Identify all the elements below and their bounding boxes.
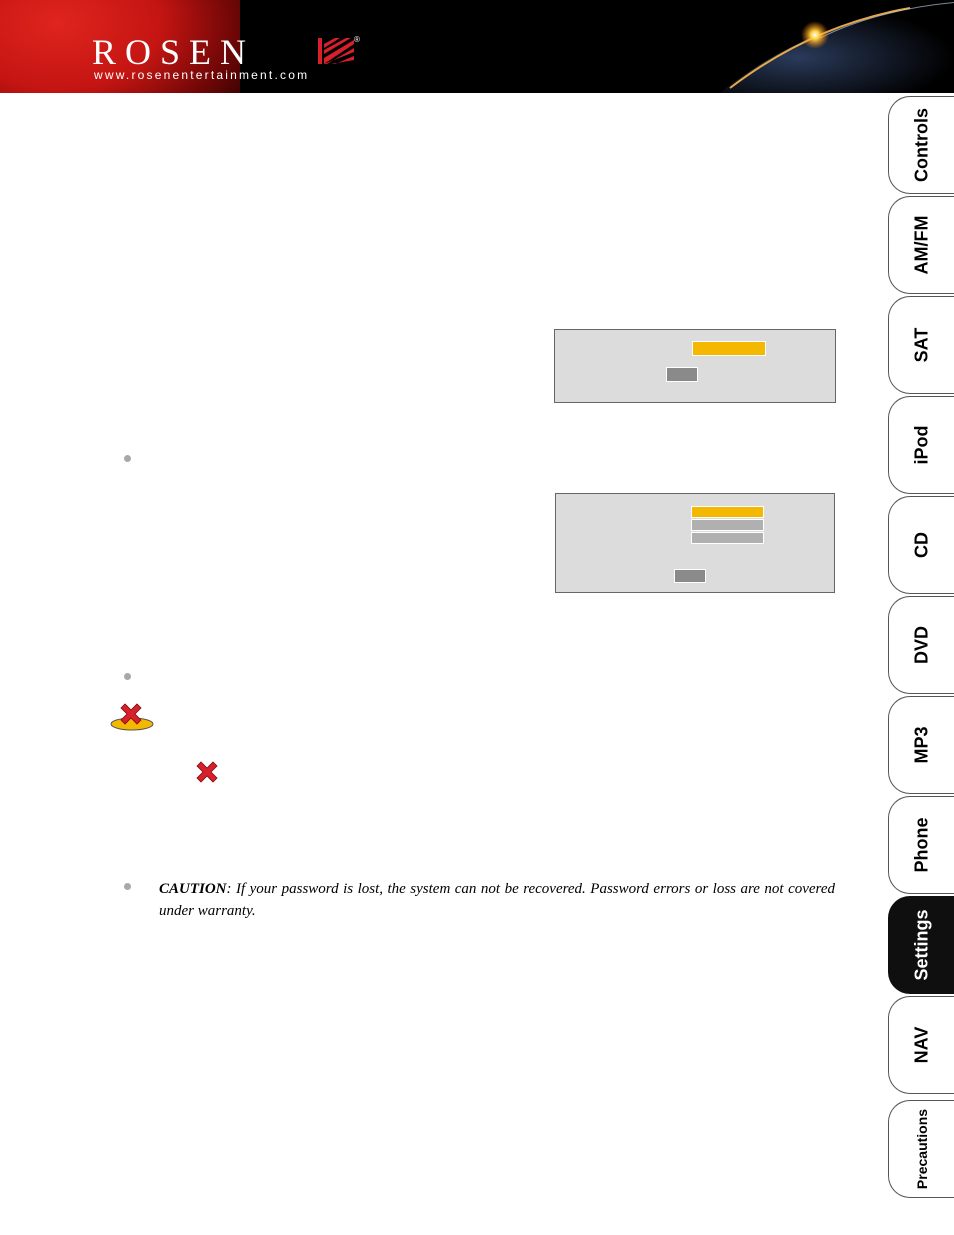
section-tabs	[888, 96, 954, 1198]
tab-label: iPod	[911, 425, 931, 465]
close-x-icon	[196, 761, 218, 783]
ok-button[interactable]	[666, 367, 698, 382]
planet-horizon-icon	[720, 0, 954, 93]
close-x-icon	[110, 702, 156, 732]
tab-phone[interactable]	[888, 796, 954, 894]
tab-label: Settings	[911, 909, 931, 981]
rosen-logo-mark-icon	[318, 38, 356, 64]
tab-mp3[interactable]	[888, 696, 954, 794]
tab-label: AM/FM	[911, 215, 931, 275]
tab-settings[interactable]	[888, 896, 954, 994]
brand-logo-text: ROSEN	[92, 32, 256, 72]
tab-label: NAV	[911, 1026, 931, 1064]
bullet-dot	[124, 673, 131, 680]
caution-note	[159, 878, 835, 922]
tab-label: SAT	[911, 327, 931, 363]
confirm-password-field[interactable]	[691, 532, 764, 544]
tab-controls[interactable]	[888, 96, 954, 194]
bullet-dot	[124, 455, 131, 462]
tab-label: Controls	[911, 108, 931, 182]
tab-am-fm[interactable]	[888, 196, 954, 294]
ok-button[interactable]	[674, 569, 706, 583]
tab-label: DVD	[911, 625, 931, 665]
tab-cd[interactable]	[888, 496, 954, 594]
password-field[interactable]	[692, 341, 766, 356]
tab-label: MP3	[911, 726, 931, 764]
tab-dvd[interactable]	[888, 596, 954, 694]
tab-label: CD	[911, 532, 931, 558]
tab-ipod[interactable]	[888, 396, 954, 494]
brand-url: www.rosenentertainment.com	[94, 68, 310, 82]
tab-sat[interactable]	[888, 296, 954, 394]
caution-text: : If your password is lost, the system can not be recovered. Password errors or loss are not covered under warranty.	[159, 881, 835, 919]
tab-label: Precautions	[913, 1108, 930, 1190]
current-password-field[interactable]	[691, 506, 764, 518]
registered-mark: ®	[354, 35, 360, 44]
bullet-dot	[124, 883, 131, 890]
change-password-dialog	[555, 493, 835, 593]
caution-label: CAUTION	[159, 881, 227, 897]
new-password-field[interactable]	[691, 519, 764, 531]
password-entry-dialog	[554, 329, 836, 403]
page-header	[0, 0, 954, 93]
tab-precautions[interactable]	[888, 1100, 954, 1198]
tab-nav[interactable]	[888, 996, 954, 1094]
tab-label: Phone	[911, 817, 931, 873]
